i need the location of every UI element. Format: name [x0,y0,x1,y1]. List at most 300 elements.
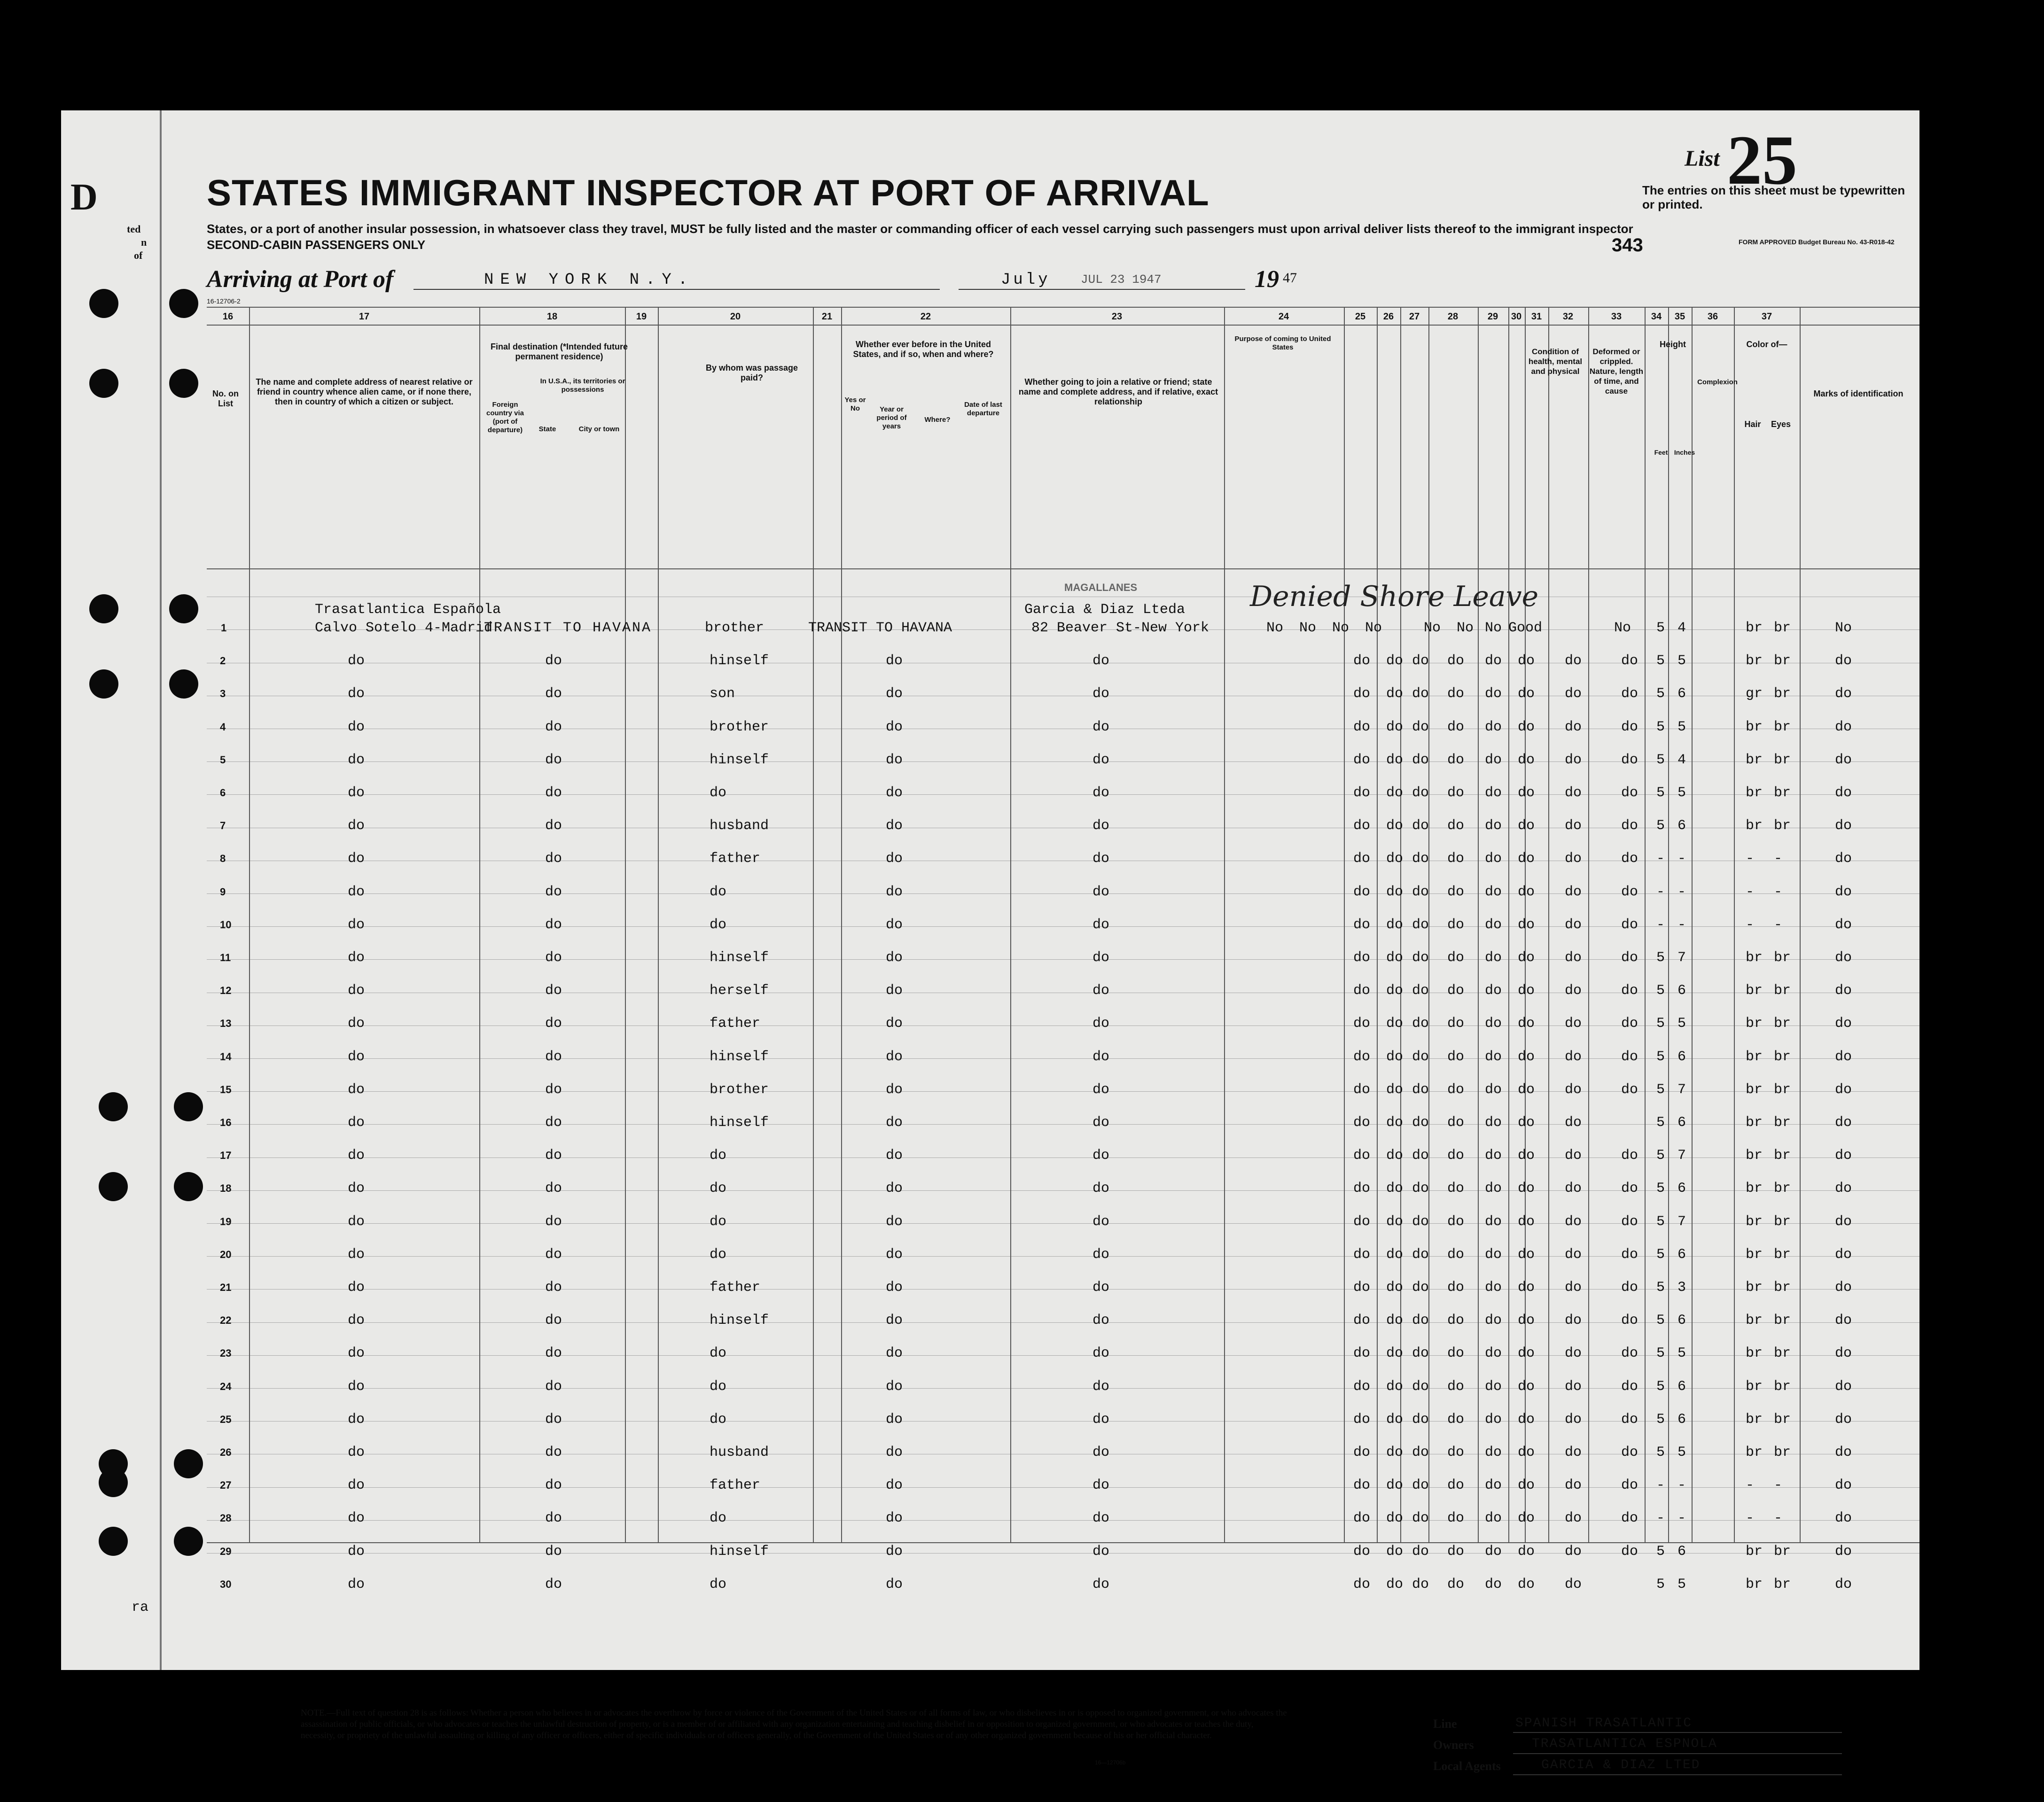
entry1-health: Good [1508,620,1543,636]
before-us-ditto: do [886,1576,903,1592]
question-ditto: do [1447,785,1465,801]
height-feet: 5 [1656,1049,1665,1065]
passage-paid-by: husband [710,818,769,834]
before-us-ditto: do [886,1510,903,1527]
entry1-before-us: TRANSIT TO HAVANA [808,620,952,636]
question-ditto: do [1485,1378,1502,1395]
column-number: 28 [1447,311,1459,322]
question-ditto: do [1412,1081,1429,1098]
entry1-q29: No [1424,620,1441,636]
hair-color: br [1746,1049,1763,1065]
deformed-value: do [1621,1049,1638,1065]
identification-marks: do [1835,653,1852,669]
identification-marks: do [1835,1411,1852,1428]
row-number: 29 [220,1545,232,1557]
column-rule [1588,307,1589,1542]
height-feet: 5 [1656,950,1665,966]
hair-color: br [1746,1115,1763,1131]
question-ditto: do [1353,686,1371,702]
height-feet: 5 [1656,1378,1665,1395]
question-ditto: do [1447,1213,1465,1230]
column-rule [1377,307,1378,1542]
identification-marks: do [1835,785,1852,801]
height-feet: 5 [1656,1115,1665,1131]
question-ditto: do [1412,1411,1429,1428]
question-ditto: do [1386,1445,1404,1460]
passage-paid-by: brother [710,719,769,735]
health-value: do [1565,1016,1582,1032]
identification-marks: do [1835,884,1852,900]
owners-value: TRASATLANTICA ESPNOLA [1532,1737,1717,1751]
height-feet: 5 [1656,1016,1665,1032]
question-ditto: do [1353,1576,1371,1592]
health-value: do [1565,1345,1582,1362]
column-number: 33 [1611,311,1622,322]
destination-ditto: do [545,1445,562,1460]
question-ditto: do [1386,1246,1404,1263]
hair-color: br [1746,719,1763,735]
question-ditto: do [1518,1115,1535,1131]
deformed-value: do [1621,917,1638,933]
height-inches: 3 [1677,1280,1686,1296]
passage-paid-by: do [710,884,727,900]
col34-inches-heading: Inches [1674,449,1695,456]
list-label: List [1685,146,1720,171]
passage-paid-by: hinself [710,1543,769,1560]
question-ditto: do [1386,818,1404,834]
height-feet: 5 [1656,752,1665,768]
form-subtitle: States, or a port of another insular possession, in whatsoever class they travel, MUST be fully listed and the master or commanding officer of each vessel carrying such passengers must upon arrival deliver lists thereof to the immigrant inspector SECOND-CABIN PASSENGERS ONLY [207,222,1633,252]
destination-ditto: do [545,1115,562,1131]
health-value: do [1565,1148,1582,1164]
magallanes-stamp: MAGALLANES [1064,582,1138,593]
height-feet: 5 [1656,1445,1665,1460]
eye-color: br [1774,686,1791,702]
eye-color: br [1774,983,1791,999]
question-ditto: do [1386,719,1404,735]
line-value: SPANISH TRASATLANTIC [1515,1716,1693,1731]
relative-ditto: do [348,917,365,933]
col23-heading: Whether going to join a relative or friend; state name and complete address, and if relative, exact relationship [1018,377,1218,406]
left-small-3: of [134,249,143,261]
deformed-value: do [1621,1280,1638,1296]
health-value: do [1565,1477,1582,1494]
row-number: 26 [220,1446,232,1458]
deformed-value: do [1621,752,1638,768]
hair-color: - [1746,851,1755,867]
punch-hole [169,289,198,318]
passage-paid-by: son [710,686,735,702]
relative-ditto: do [348,1148,365,1164]
question-ditto: do [1412,785,1429,801]
question-ditto: do [1485,1115,1502,1131]
question-ditto: do [1386,1280,1404,1296]
eye-color: br [1774,1213,1791,1230]
hair-color: - [1746,884,1755,900]
destination-ditto: do [545,1345,562,1362]
question-ditto: do [1412,1445,1429,1460]
before-us-ditto: do [886,1280,903,1296]
question-ditto: do [1386,1411,1404,1428]
punch-hole [99,1468,128,1497]
question-ditto: do [1353,1016,1371,1032]
col34-heading: Height [1660,340,1686,349]
question-ditto: do [1353,884,1371,900]
question-ditto: do [1485,686,1502,702]
deformed-value: do [1621,686,1638,702]
question-ditto: do [1485,1576,1502,1592]
relative-ditto: do [348,1246,365,1263]
question-ditto: do [1447,1280,1465,1296]
destination-ditto: do [545,1378,562,1395]
eye-color: br [1774,1313,1791,1329]
destination-ditto: do [545,1510,562,1527]
left-fragment: D [70,177,98,218]
question-ditto: do [1353,1213,1371,1230]
identification-marks: do [1835,1016,1852,1032]
hair-color: br [1746,1411,1763,1428]
question-ditto: do [1518,917,1535,933]
question-ditto: do [1518,1543,1535,1560]
hair-color: br [1746,1081,1763,1098]
deformed-value: do [1621,1411,1638,1428]
question-ditto: do [1447,1049,1465,1065]
joining-ditto: do [1092,1477,1110,1494]
relative-ditto: do [348,1378,365,1395]
entry1-q25: No [1266,620,1284,636]
row-number: 1 [221,622,227,634]
relative-ditto: do [348,884,365,900]
question-ditto: do [1518,1445,1535,1460]
col18-foreign-heading: Foreign country via (port of departure) [486,401,524,434]
punch-hole [99,1092,128,1121]
question-ditto: do [1353,1378,1371,1395]
height-feet: 5 [1656,653,1665,669]
passage-paid-by: hinself [710,752,769,768]
question-ditto: do [1412,1345,1429,1362]
row-number: 5 [220,753,226,766]
identification-marks: do [1835,1543,1852,1560]
form-title: STATES IMMIGRANT INSPECTOR AT PORT OF ARRIVAL [207,172,1209,213]
question-ditto: do [1485,1246,1502,1263]
relative-ditto: do [348,1115,365,1131]
health-value: do [1565,719,1582,735]
relative-ditto: do [348,1016,365,1032]
hair-color: br [1746,1016,1763,1032]
height-inches: 5 [1677,785,1686,801]
before-us-ditto: do [886,917,903,933]
eye-color: - [1774,1510,1783,1527]
destination-ditto: do [545,752,562,768]
question-ditto: do [1412,884,1429,900]
date-underline [959,289,1245,290]
col20-heading: By whom was passage paid? [705,363,798,382]
eye-color: br [1774,1115,1791,1131]
identification-marks: do [1835,1049,1852,1065]
identification-marks: do [1835,983,1852,999]
question-ditto: do [1485,1543,1502,1560]
question-ditto: do [1485,1510,1502,1527]
col36-hair-heading: Hair [1744,419,1761,429]
deformed-value: do [1621,1181,1638,1197]
eye-color: br [1774,818,1791,834]
joining-ditto: do [1092,752,1110,768]
margin-code: 16-12706-2 [207,297,241,305]
row-number: 25 [220,1413,232,1425]
question-ditto: do [1485,917,1502,933]
column-number: 27 [1409,311,1420,322]
list-number: 25 [1727,121,1797,199]
hair-color: br [1746,1313,1763,1329]
joining-ditto: do [1092,1280,1110,1296]
question-ditto: do [1386,1345,1404,1362]
column-number: 16 [222,311,234,322]
height-feet: 5 [1656,785,1665,801]
question-ditto: do [1412,1016,1429,1032]
passage-paid-by: father [710,1477,761,1494]
entries-note: The entries on this sheet must be typewritten or printed. [1642,183,1905,211]
year-suffix: 47 [1283,270,1297,286]
question-ditto: do [1485,950,1502,966]
column-number: 31 [1531,311,1542,322]
height-inches: 6 [1677,1181,1686,1197]
question-ditto: do [1386,1378,1404,1395]
joining-ditto: do [1092,851,1110,867]
question-ditto: do [1485,1280,1502,1296]
column-rule [479,307,480,1542]
row-number: 14 [220,1050,232,1063]
hair-color: br [1746,1148,1763,1164]
column-rule [1668,307,1669,1542]
entry1-relative-line2: Calvo Sotelo 4-Madrid [315,620,493,636]
eye-color: br [1774,1345,1791,1362]
question-ditto: do [1386,1181,1404,1197]
destination-ditto: do [545,785,562,801]
col18-heading: Final destination (*Intended future permanent residence) [491,342,628,361]
manifest-sheet [61,110,1919,1773]
health-value: do [1565,950,1582,966]
height-inches: 6 [1677,1049,1686,1065]
identification-marks: do [1835,818,1852,834]
eye-color: - [1774,1477,1783,1494]
punch-hole [89,369,118,398]
column-rule [1800,307,1801,1542]
entry1-hair: br [1746,620,1763,636]
question-ditto: do [1412,1477,1429,1494]
before-us-ditto: do [886,1445,903,1460]
before-us-ditto: do [886,1477,903,1494]
question-ditto: do [1447,1345,1465,1362]
question-ditto: do [1386,785,1404,801]
question-ditto: do [1447,1148,1465,1164]
row-number: 10 [220,918,232,931]
question-ditto: do [1353,983,1371,999]
passage-paid-by: hinself [710,1313,769,1329]
column-rule [1508,307,1509,1542]
question-ditto: do [1447,1081,1465,1098]
height-feet: 5 [1656,1213,1665,1230]
entry1-passage: brother [705,620,765,636]
entry1-joining-line1: Garcia & Diaz Lteda [1024,602,1186,618]
destination-ditto: do [545,917,562,933]
column-rule [1645,307,1646,1542]
row-number: 19 [220,1215,232,1227]
question-ditto: do [1353,1445,1371,1460]
column-number: 32 [1562,311,1574,322]
question-ditto: do [1447,1378,1465,1395]
height-inches: 4 [1677,752,1686,768]
eye-color: br [1774,950,1791,966]
height-inches: 6 [1677,1313,1686,1329]
height-inches: 7 [1677,1213,1686,1230]
destination-ditto: do [545,653,562,669]
before-us-ditto: do [886,653,903,669]
passage-paid-by: do [710,917,727,933]
health-value: do [1565,1213,1582,1230]
health-value: do [1565,1115,1582,1131]
question-ditto: do [1353,1049,1371,1065]
health-value: do [1565,1049,1582,1065]
hair-color: br [1746,1246,1763,1263]
question-ditto: do [1447,884,1465,900]
health-value: do [1565,1576,1582,1592]
eye-color: br [1774,1280,1791,1296]
height-feet: 5 [1656,1280,1665,1296]
hair-color: br [1746,752,1763,768]
question-ditto: do [1353,1477,1371,1494]
question-ditto: do [1518,1477,1535,1494]
height-feet: 5 [1656,1181,1665,1197]
eye-color: br [1774,1378,1791,1395]
question-ditto: do [1412,1576,1429,1592]
question-ditto: do [1386,1477,1404,1494]
question-ditto: do [1485,983,1502,999]
passage-paid-by: husband [710,1445,769,1460]
before-us-ditto: do [886,1313,903,1329]
destination-ditto: do [545,851,562,867]
relative-ditto: do [348,653,365,669]
joining-ditto: do [1092,1445,1110,1460]
relative-ditto: do [348,1477,365,1494]
height-inches: - [1677,917,1686,933]
question-ditto: do [1447,752,1465,768]
joining-ditto: do [1092,917,1110,933]
column-number: 24 [1278,311,1289,322]
question-ditto: do [1353,1081,1371,1098]
col22-yesno-heading: Yes or No [844,396,866,412]
passage-paid-by: do [710,785,727,801]
before-us-ditto: do [886,686,903,702]
row-number: 13 [220,1018,232,1030]
question-ditto: do [1353,1411,1371,1428]
punch-hole [89,289,118,318]
destination-ditto: do [545,686,562,702]
row-number: 12 [220,985,232,997]
health-value: do [1565,1411,1582,1428]
column-number: 35 [1674,311,1685,322]
deformed-value: do [1621,1246,1638,1263]
previous-page-strip [61,110,162,1670]
before-us-ditto: do [886,1049,903,1065]
eye-color: - [1774,851,1783,867]
passage-paid-by: do [710,1213,727,1230]
before-us-ditto: do [886,983,903,999]
owners-label: Owners [1433,1738,1474,1752]
question-ditto: do [1353,1148,1371,1164]
side-fragment: ra [132,1600,149,1616]
health-value: do [1565,917,1582,933]
column-number: 37 [1761,311,1772,322]
question-ditto: do [1518,752,1535,768]
punch-hole [99,1172,128,1201]
health-value: do [1565,1510,1582,1527]
column-number: 30 [1511,311,1522,322]
eye-color: - [1774,917,1783,933]
column-rule [813,307,814,1542]
question-ditto: do [1386,1543,1404,1560]
column-number: 19 [636,311,647,322]
deformed-value: do [1621,1313,1638,1329]
question-ditto: do [1447,686,1465,702]
relative-ditto: do [348,719,365,735]
col18-city-heading: City or town [578,425,620,433]
before-us-ditto: do [886,785,903,801]
health-value: do [1565,1280,1582,1296]
agents-label: Local Agents [1433,1759,1501,1773]
destination-ditto: do [545,1411,562,1428]
eye-color: br [1774,1445,1791,1460]
question-ditto: do [1353,719,1371,735]
question-ditto: do [1412,1280,1429,1296]
passenger-table [207,307,1919,1592]
port-underline [413,289,940,290]
column-number: 20 [730,311,741,322]
destination-ditto: do [545,884,562,900]
question-ditto: do [1485,1049,1502,1065]
health-value: do [1565,818,1582,834]
eye-color: br [1774,1411,1791,1428]
row-number: 16 [220,1117,232,1128]
col33-heading: Deformed or crippled. Nature, length of time, and cause [1589,347,1644,396]
column-rule [658,307,659,1542]
joining-ditto: do [1092,785,1110,801]
question-ditto: do [1485,719,1502,735]
question-ditto: do [1518,1411,1535,1428]
joining-ditto: do [1092,1148,1110,1164]
relative-ditto: do [348,1445,365,1460]
destination-ditto: do [545,1477,562,1494]
deformed-value: do [1621,653,1638,669]
question-ditto: do [1518,1378,1535,1395]
height-inches: 6 [1677,1378,1686,1395]
health-value: do [1565,1246,1582,1263]
question-ditto: do [1518,1181,1535,1197]
passage-paid-by: do [710,1576,727,1592]
passage-paid-by: do [710,1148,727,1164]
identification-marks: do [1835,1213,1852,1230]
before-us-ditto: do [886,1081,903,1098]
destination-ditto: do [545,1280,562,1296]
punch-hole [89,669,118,699]
question-ditto: do [1353,1181,1371,1197]
question-ditto: do [1518,1246,1535,1263]
question-ditto: do [1485,653,1502,669]
column-number: 23 [1111,311,1123,322]
question-ditto: do [1447,1016,1465,1032]
health-value: do [1565,884,1582,900]
deformed-value: do [1621,1510,1638,1527]
question-ditto: do [1518,851,1535,867]
